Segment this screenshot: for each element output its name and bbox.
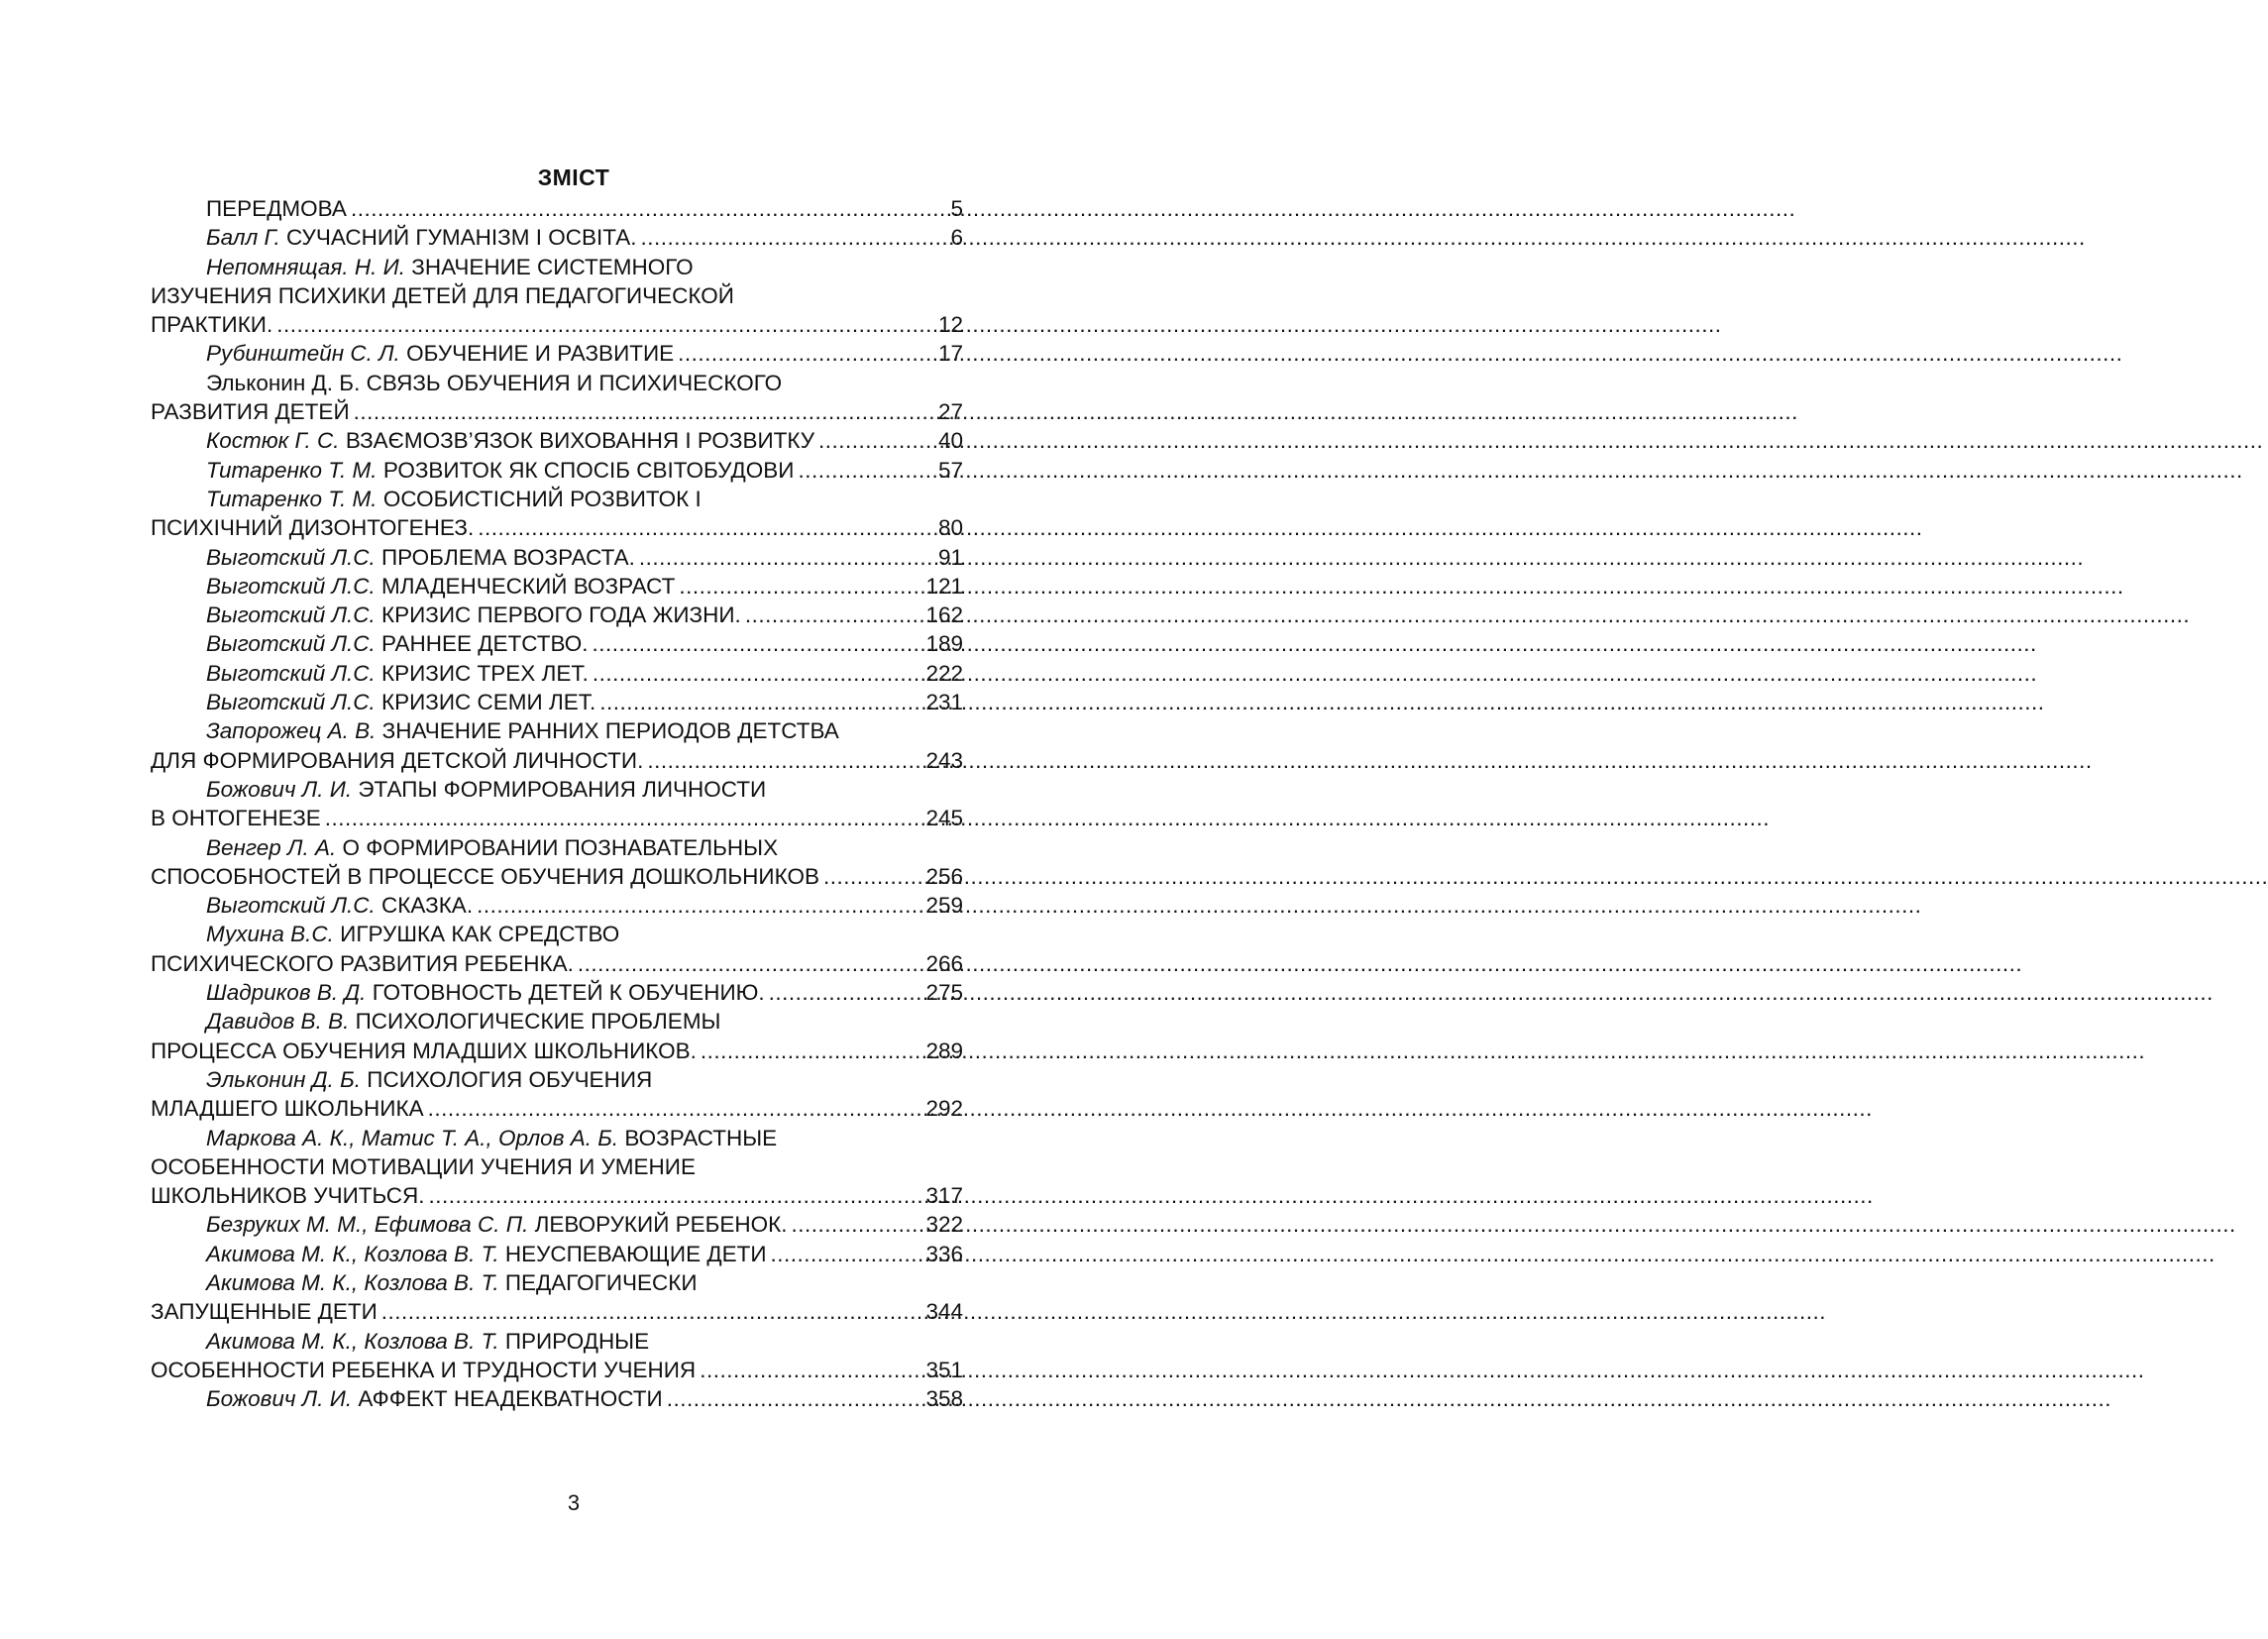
toc-entry-text [206,369,782,397]
toc-leader-dots [639,543,934,572]
toc-entry-author: Титаренко Т. М. [206,486,378,511]
toc-entry-title: ЗАПУЩЕННЫЕ ДЕТИ [151,1299,378,1325]
toc-entry-line [151,775,963,804]
toc-entry-line [151,223,963,252]
toc-entry-text [151,1297,378,1326]
toc-entry-page: 292 [925,1096,963,1122]
toc-entry-author: Акимова М. К., Козлова В. Т. [206,1269,499,1295]
toc-entry-text [206,688,595,716]
toc-entry-title: ПЕРЕДМОВА [206,196,347,221]
toc-entry-title: РАННЕЕ ДЕТСТВО. [375,631,589,657]
toc-entry-page: 17 [937,341,963,367]
toc-entry-line [151,1240,963,1268]
toc-leader-dots [823,862,921,891]
toc-leader-dots [593,629,922,658]
toc-entry-line [151,659,963,688]
toc-entry-text [151,310,272,339]
toc-entry-text [206,1065,652,1094]
toc-entry-text [206,1384,663,1413]
toc-entry-title: О ФОРМИРОВАНИИ ПОЗНАВАТЕЛЬНЫХ [336,834,779,860]
toc-entry-title: МЛАДЕНЧЕСКИЙ ВОЗРАСТ [375,573,676,599]
toc-entry-text [151,949,574,978]
toc-entry-text [206,1124,777,1152]
toc-entry-line [151,978,963,1007]
toc-leader-dots [769,978,922,1007]
toc-entry-title: ЗНАЧЕНИЕ СИСТЕМНОГО [405,254,694,279]
toc-entry-author: Маркова А. К., Матис Т. А., Орлов А. Б. [206,1125,619,1150]
toc-entry-page: 40 [937,428,963,454]
toc-entry-page: 121 [925,573,963,599]
toc-entry-page: 57 [937,457,963,483]
toc-leader-dots [641,223,947,252]
toc-entry-title: ПРОЦЕССА ОБУЧЕНИЯ МЛАДШИХ ШКОЛЬНИКОВ. [151,1038,697,1063]
toc-entry-line [151,1268,963,1297]
toc-entry-title: ИЗУЧЕНИЯ ПСИХИКИ ДЕТЕЙ ДЛЯ ПЕДАГОГИЧЕСКОЙ [151,282,734,308]
toc-entry-text [206,339,674,368]
toc-entry-author: Непомнящая. Н. И. [206,254,406,279]
toc-entry-line [151,1327,963,1356]
toc-entry-title: РОЗВИТОК ЯК СПОСІБ СВІТОБУДОВИ [377,457,795,483]
toc-entry-author: Костюк Г. С. [206,428,340,454]
toc-entry-title: МЛАДШЕГО ШКОЛЬНИКА [151,1096,424,1122]
toc-entry-page: 12 [937,312,963,338]
toc-entry-title: ЛЕВОРУКИЙ РЕБЕНОК. [528,1212,788,1238]
toc-leader-dots [818,426,934,455]
toc-entry-page: 256 [925,863,963,889]
toc-entry-line [151,572,963,601]
toc-entry-text [206,775,766,804]
toc-entry-text [206,572,675,601]
toc-leader-dots [678,339,934,368]
toc-entry-line [151,688,963,716]
toc-entry-page: 91 [937,544,963,570]
toc-entry-line [151,1065,963,1094]
toc-entry-title: ВОЗРАСТНЫЕ [618,1125,778,1150]
toc-entry-author: Выготский Л.С. [206,573,376,599]
toc-leader-dots [792,1210,922,1239]
toc-entry-text [206,223,637,252]
toc-entry-text [151,1037,697,1065]
toc-leader-dots [798,456,934,485]
toc-entry-title: АФФЕКТ НЕАДЕКВАТНОСТИ [352,1386,663,1412]
toc-entry-title: СКАЗКА. [375,893,474,919]
toc-entry-author: Божович Л. И. [206,776,353,802]
toc-entry-text [151,804,321,832]
toc-entry-line [151,1152,963,1181]
toc-entry-text [206,1210,788,1239]
toc-entry-page: 275 [925,980,963,1006]
toc-entry-text [206,1268,698,1297]
table-of-contents [151,194,963,1413]
toc-entry-author: Выготский Л.С. [206,690,376,715]
toc-leader-dots [354,397,934,426]
toc-entry-title: СПОСОБНОСТЕЙ В ПРОЦЕССЕ ОБУЧЕНИЯ ДОШКОЛЬНИКОВ [151,863,819,889]
toc-entry-line [151,339,963,368]
toc-entry-page: 189 [925,631,963,657]
toc-entry-text [151,513,474,542]
toc-entry-page: 222 [925,660,963,686]
toc-entry-title: ПРИРОДНЫЕ [498,1328,650,1354]
toc-leader-dots [701,1037,922,1065]
toc-entry-text [151,1181,425,1210]
toc-entry-author: Выготский Л.С. [206,631,376,657]
toc-entry-line [151,891,963,920]
toc-entry-text [151,397,350,426]
toc-entry-author: Божович Л. И. [206,1386,353,1412]
toc-entry-title: ОБУЧЕНИЕ И РАЗВИТИЕ [399,341,675,367]
toc-entry-line [151,310,963,339]
toc-entry-line [151,1181,963,1210]
toc-entry-author: Шадриков В. Д. [206,980,367,1006]
toc-leader-dots [325,804,922,832]
toc-entry-author: Титаренко Т. М. [206,457,378,483]
toc-entry-page: 245 [925,806,963,831]
toc-entry-text [206,716,839,745]
toc-entry-page: 27 [937,399,963,425]
toc-entry-title: ПСИХОЛОГИЯ ОБУЧЕНИЯ [361,1066,653,1092]
toc-entry-line [151,1210,963,1239]
toc-entry-title: НЕУСПЕВАЮЩИЕ ДЕТИ [498,1241,767,1266]
toc-entry-author: Мухина В.С. [206,922,334,947]
toc-entry-author: Акимова М. К., Козлова В. Т. [206,1241,499,1266]
toc-entry-page: 231 [925,690,963,715]
toc-entry-title: ПРАКТИКИ. [151,312,273,338]
toc-entry-author: Выготский Л.С. [206,602,376,628]
toc-entry-page: 80 [937,515,963,541]
toc-entry-title: ГОТОВНОСТЬ ДЕТЕЙ К ОБУЧЕНИЮ. [366,980,765,1006]
toc-entry-line [151,601,963,629]
toc-entry-page: 243 [925,747,963,773]
toc-leader-dots [679,572,921,601]
toc-entry-line [151,397,963,426]
toc-entry-line [151,716,963,745]
toc-entry-text [206,456,794,485]
toc-entry-title: КРИЗИС ТРЕХ ЛЕТ. [375,660,589,686]
toc-entry-page: 259 [925,893,963,919]
toc-entry-author: Акимова М. К., Козлова В. Т. [206,1328,499,1354]
toc-entry-text [206,978,765,1007]
toc-entry-text [206,1240,767,1268]
page-number: 3 [567,1490,581,1515]
toc-entry-text [151,862,819,891]
toc-entry-author: Выготский Л.С. [206,544,376,570]
toc-entry-text [206,253,694,281]
toc-entry-page: 317 [925,1183,963,1209]
toc-entry-line [151,1356,963,1384]
toc-entry-title: Эльконин Д. Б. СВЯЗЬ ОБУЧЕНИЯ И ПСИХИЧЕСКОГО [206,370,783,395]
toc-entry-text [206,426,814,455]
toc-entry-line [151,194,963,223]
toc-entry-title: ДЛЯ ФОРМИРОВАНИЯ ДЕТСКОЙ ЛИЧНОСТИ. [151,747,644,773]
toc-leader-dots [647,746,921,775]
toc-entry-title: ЗНАЧЕНИЕ РАННИХ ПЕРИОДОВ ДЕТСТВА [376,718,839,744]
toc-entry-line [151,804,963,832]
toc-leader-dots [667,1384,922,1413]
toc-entry-author: Выготский Л.С. [206,893,376,919]
toc-leader-dots [276,310,934,339]
toc-entry-line [151,369,963,397]
toc-entry-line [151,1124,963,1152]
toc-entry-title: ПСИХІЧНИЙ ДИЗОНТОГЕНЕЗ. [151,515,475,541]
toc-entry-page: 162 [925,602,963,628]
toc-leader-dots [745,601,922,629]
toc-leader-dots [478,513,934,542]
toc-entry-author: Давидов В. В. [206,1009,350,1035]
toc-entry-line [151,543,963,572]
toc-entry-title: ЭТАПЫ ФОРМИРОВАНИЯ ЛИЧНОСТИ [352,776,767,802]
toc-entry-author: Безруких М. М., Ефимова С. П. [206,1212,529,1238]
toc-entry-title: ПЕДАГОГИЧЕСКИ [498,1269,698,1295]
toc-entry-text [151,746,643,775]
toc-leader-dots [477,891,921,920]
toc-entry-title: ПРОБЛЕМА ВОЗРАСТА. [375,544,635,570]
toc-entry-text [206,485,702,513]
toc-entry-text [206,543,635,572]
toc-entry-line [151,253,963,281]
toc-entry-line [151,456,963,485]
toc-leader-dots [429,1181,922,1210]
toc-entry-text [206,891,473,920]
page-title: ЗМІСТ [537,164,610,190]
toc-entry-page: 289 [925,1038,963,1063]
toc-entry-text [206,833,778,862]
toc-leader-dots [599,688,921,716]
toc-entry-author: Балл Г. [206,225,280,251]
toc-entry-page: 336 [925,1241,963,1266]
toc-entry-text [151,1094,424,1123]
toc-entry-line [151,949,963,978]
toc-entry-line [151,629,963,658]
toc-entry-page: 6 [950,225,963,251]
toc-entry-title: СУЧАСНИЙ ГУМАНІЗМ І ОСВІТА. [279,225,637,251]
toc-entry-line [151,920,963,948]
toc-entry-page: 344 [925,1299,963,1325]
toc-entry-text [206,601,741,629]
toc-leader-dots [381,1297,922,1326]
toc-entry-line [151,862,963,891]
toc-entry-page: 358 [925,1386,963,1412]
toc-entry-author: Выготский Л.С. [206,660,376,686]
toc-entry-title: ВЗАЄМОЗВ’ЯЗОК ВИХОВАННЯ І РОЗВИТКУ [339,428,815,454]
toc-entry-text [206,920,619,948]
toc-entry-text [151,1152,696,1181]
toc-entry-title: КРИЗИС ПЕРВОГО ГОДА ЖИЗНИ. [375,602,741,628]
toc-entry-text [151,281,734,310]
toc-leader-dots [771,1240,922,1268]
toc-entry-title: ОСОБИСТІСНИЙ РОЗВИТОК І [377,486,702,511]
toc-leader-dots [428,1094,922,1123]
toc-entry-author: Запорожец А. В. [206,718,377,744]
toc-entry-page: 266 [925,950,963,976]
toc-leader-dots [351,194,947,223]
toc-entry-page: 322 [925,1212,963,1238]
toc-entry-text [206,1007,720,1036]
toc-entry-text [206,194,347,223]
toc-entry-author: Рубинштейн С. Л. [206,341,400,367]
toc-entry-title: КРИЗИС СЕМИ ЛЕТ. [375,690,596,715]
toc-entry-line [151,1384,963,1413]
toc-leader-dots [593,659,922,688]
toc-entry-line [151,1007,963,1036]
toc-entry-page: 5 [950,196,963,221]
toc-entry-line [151,746,963,775]
toc-entry-line [151,1297,963,1326]
toc-entry-text [206,1327,649,1356]
toc-entry-text [206,629,589,658]
toc-leader-dots [578,949,922,978]
toc-entry-title: ПСИХИЧЕСКОГО РАЗВИТИЯ РЕБЕНКА. [151,950,574,976]
toc-entry-title: ОСОБЕННОСТИ РЕБЕНКА И ТРУДНОСТИ УЧЕНИЯ [151,1357,697,1382]
toc-entry-line [151,1094,963,1123]
toc-entry-title: ШКОЛЬНИКОВ УЧИТЬСЯ. [151,1183,425,1209]
toc-entry-title: ОСОБЕННОСТИ МОТИВАЦИИ УЧЕНИЯ И УМЕНИЕ [151,1153,696,1179]
toc-entry-line [151,513,963,542]
toc-entry-line [151,1037,963,1065]
toc-entry-line [151,833,963,862]
toc-entry-line [151,426,963,455]
toc-leader-dots [700,1356,921,1384]
toc-entry-title: В ОНТОГЕНЕЗЕ [151,806,321,831]
toc-entry-author: Венгер Л. А. [206,834,337,860]
toc-entry-page: 351 [925,1357,963,1382]
toc-entry-title: ПСИХОЛОГИЧЕСКИЕ ПРОБЛЕМЫ [349,1009,721,1035]
toc-entry-line [151,281,963,310]
toc-entry-title: ИГРУШКА КАК СРЕДСТВО [333,922,620,947]
toc-entry-author: Эльконин Д. Б. [206,1066,362,1092]
toc-entry-line [151,485,963,513]
toc-entry-text [151,1356,696,1384]
toc-entry-title: РАЗВИТИЯ ДЕТЕЙ [151,399,350,425]
toc-entry-text [206,659,589,688]
